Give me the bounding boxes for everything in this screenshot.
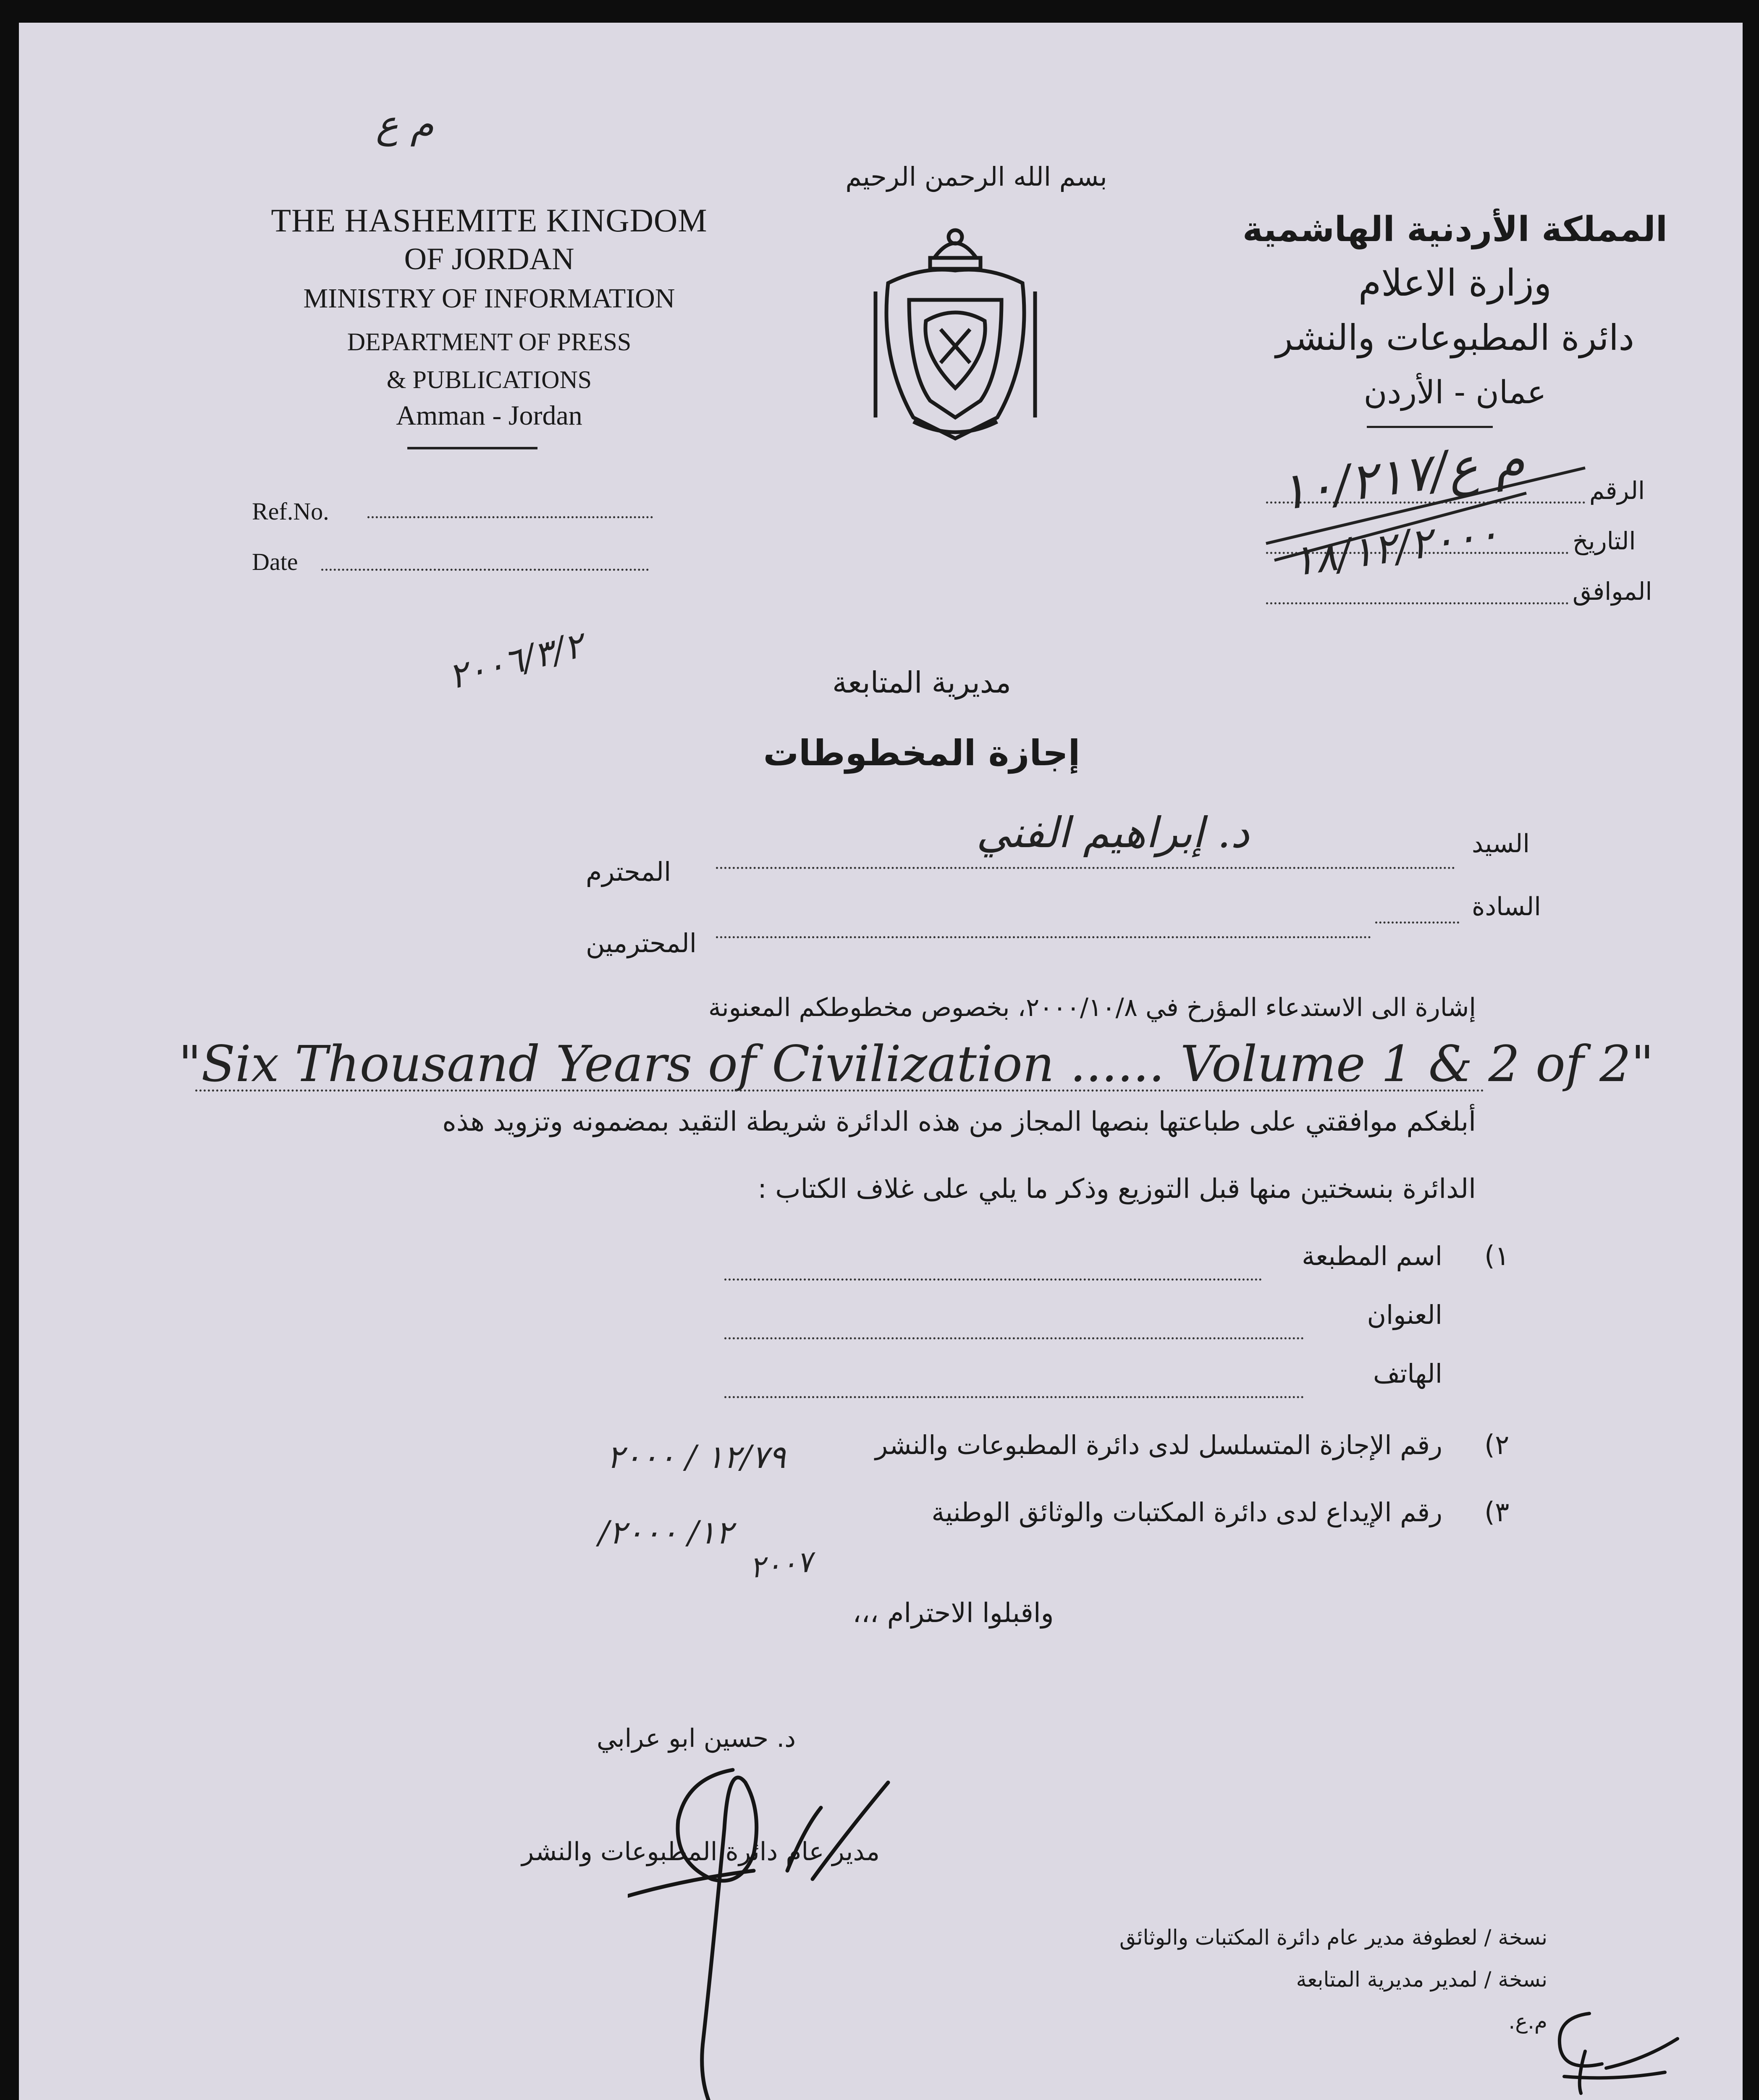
deposit-number-value: /١٢/ ٢٠٠٠ (598, 1514, 733, 1551)
arabic-letterhead (1237, 203, 1673, 420)
letter-sheet (19, 23, 1743, 2100)
top-left-handwritten-note: م ع (376, 102, 434, 147)
mr-name-field (716, 867, 1455, 869)
item-2-number: ٢) (1484, 1430, 1510, 1461)
ref-no-field (367, 516, 653, 518)
book-title-handwritten: "Six Thousand Years of Civilization ...... Volume 1 & 2 of 2" (178, 1035, 1654, 1093)
body-paragraph-2-line-2: الدائرة بنسختين منها قبل التوزيع وذكر ما يلي على غلاف الكتاب : (758, 1173, 1476, 1205)
deposit-number-handwritten: ٢٠٠٧ (748, 1544, 815, 1585)
press-name-field (724, 1278, 1262, 1281)
left-handwritten-date: ٢٠٠٦/٣/٢ (444, 624, 588, 698)
basmala: بسم الله الرحمن الرحيم (845, 161, 1107, 192)
coat-of-arms-emblem (863, 220, 1048, 447)
handwritten-ref-number: م ع/١٠/٢١٧ (1276, 430, 1528, 522)
mr-name-handwritten: د. إبراهيم الفني (976, 808, 1250, 857)
sirs-field-2 (716, 936, 1371, 938)
item-3-number: ٣) (1484, 1497, 1510, 1528)
kingdom-line: THE HASHEMITE KINGDOM (271, 202, 708, 239)
phone-field (724, 1396, 1304, 1398)
ref-no-label: Ref.No. (252, 498, 329, 525)
mr-honorific: المحترم (586, 856, 671, 887)
publications-line: & PUBLICATIONS (386, 366, 592, 394)
deposit-number-label: رقم الإيداع لدى دائرة المكتبات والوثائق الوطنية (931, 1497, 1442, 1528)
ar-ref-label: الرقم (1589, 476, 1645, 505)
date-label: Date (252, 548, 298, 575)
ar-department-line: دائرة المطبوعات والنشر (1276, 317, 1634, 358)
book-title-field (195, 1089, 1484, 1092)
sirs-field-1 (1375, 921, 1459, 924)
closing-line: واقبلوا الاحترام ،،، (852, 1598, 1054, 1629)
license-serial-value: ١٢/٧٩ / ٢٠٠٠ (607, 1438, 786, 1475)
date-field (321, 569, 649, 571)
ar-corresponding-label: الموافق (1573, 577, 1652, 606)
signatory-title: مدير عام دائرة المطبوعات والنشر (522, 1837, 880, 1866)
initials-scribble (1539, 1988, 1682, 2097)
ar-amman-line: عمان - الأردن (1363, 373, 1547, 411)
ministry-line: MINISTRY OF INFORMATION (303, 283, 675, 314)
address-label: العنوان (1367, 1299, 1442, 1330)
address-field (724, 1337, 1304, 1339)
ar-kingdom-line: المملكة الأردنية الهاشمية (1243, 210, 1667, 249)
subject-title: إجازة المخطوطات (763, 732, 1080, 774)
amman-line: Amman - Jordan (396, 400, 582, 431)
copy-initials: م.ع. (1508, 2009, 1547, 2034)
directorate-heading: مديرية المتابعة (832, 665, 1012, 700)
copy-line-1: نسخة / لعطوفة مدير عام دائرة المكتبات والوثائق (1119, 1925, 1547, 1950)
license-serial-label: رقم الإجازة المتسلسل لدى دائرة المطبوعات والنشر (875, 1430, 1442, 1460)
body-paragraph-2-line-1: أبلغكم موافقتي على طباعتها بنصها المجاز من هذه الدائرة شريطة التقيد بمضمونه وتزويد هذه (442, 1106, 1476, 1137)
ar-date-label: التاريخ (1573, 527, 1636, 555)
ar-corresponding-field (1266, 602, 1568, 604)
mr-label: السيد (1472, 829, 1530, 858)
body-paragraph-1: إشارة الى الاستدعاء المؤرخ في ٢٠٠٠/١٠/٨، بخصوص مخطوطكم المعنونة (708, 993, 1476, 1022)
jordan-line: OF JORDAN (404, 242, 574, 276)
phone-label: الهاتف (1373, 1358, 1442, 1389)
sirs-honorific: المحترمين (586, 928, 697, 958)
department-line: DEPARTMENT OF PRESS (347, 328, 632, 356)
english-header-underline (407, 447, 537, 449)
signatory-name: د. حسين ابو عرابي (596, 1724, 796, 1753)
handwritten-date: ١٨/١٢/٢٠٠٠ (1289, 508, 1502, 586)
item-1-number: ١) (1484, 1241, 1510, 1272)
handwritten-signature (628, 1745, 922, 2100)
sirs-label: السادة (1472, 892, 1541, 921)
english-letterhead (237, 201, 741, 434)
ar-ministry-line: وزارة الاعلام (1358, 261, 1552, 304)
copy-line-2: نسخة / لمدير مديرية المتابعة (1296, 1967, 1547, 1992)
press-name-label: اسم المطبعة (1302, 1241, 1442, 1271)
arabic-header-underline (1367, 426, 1493, 428)
